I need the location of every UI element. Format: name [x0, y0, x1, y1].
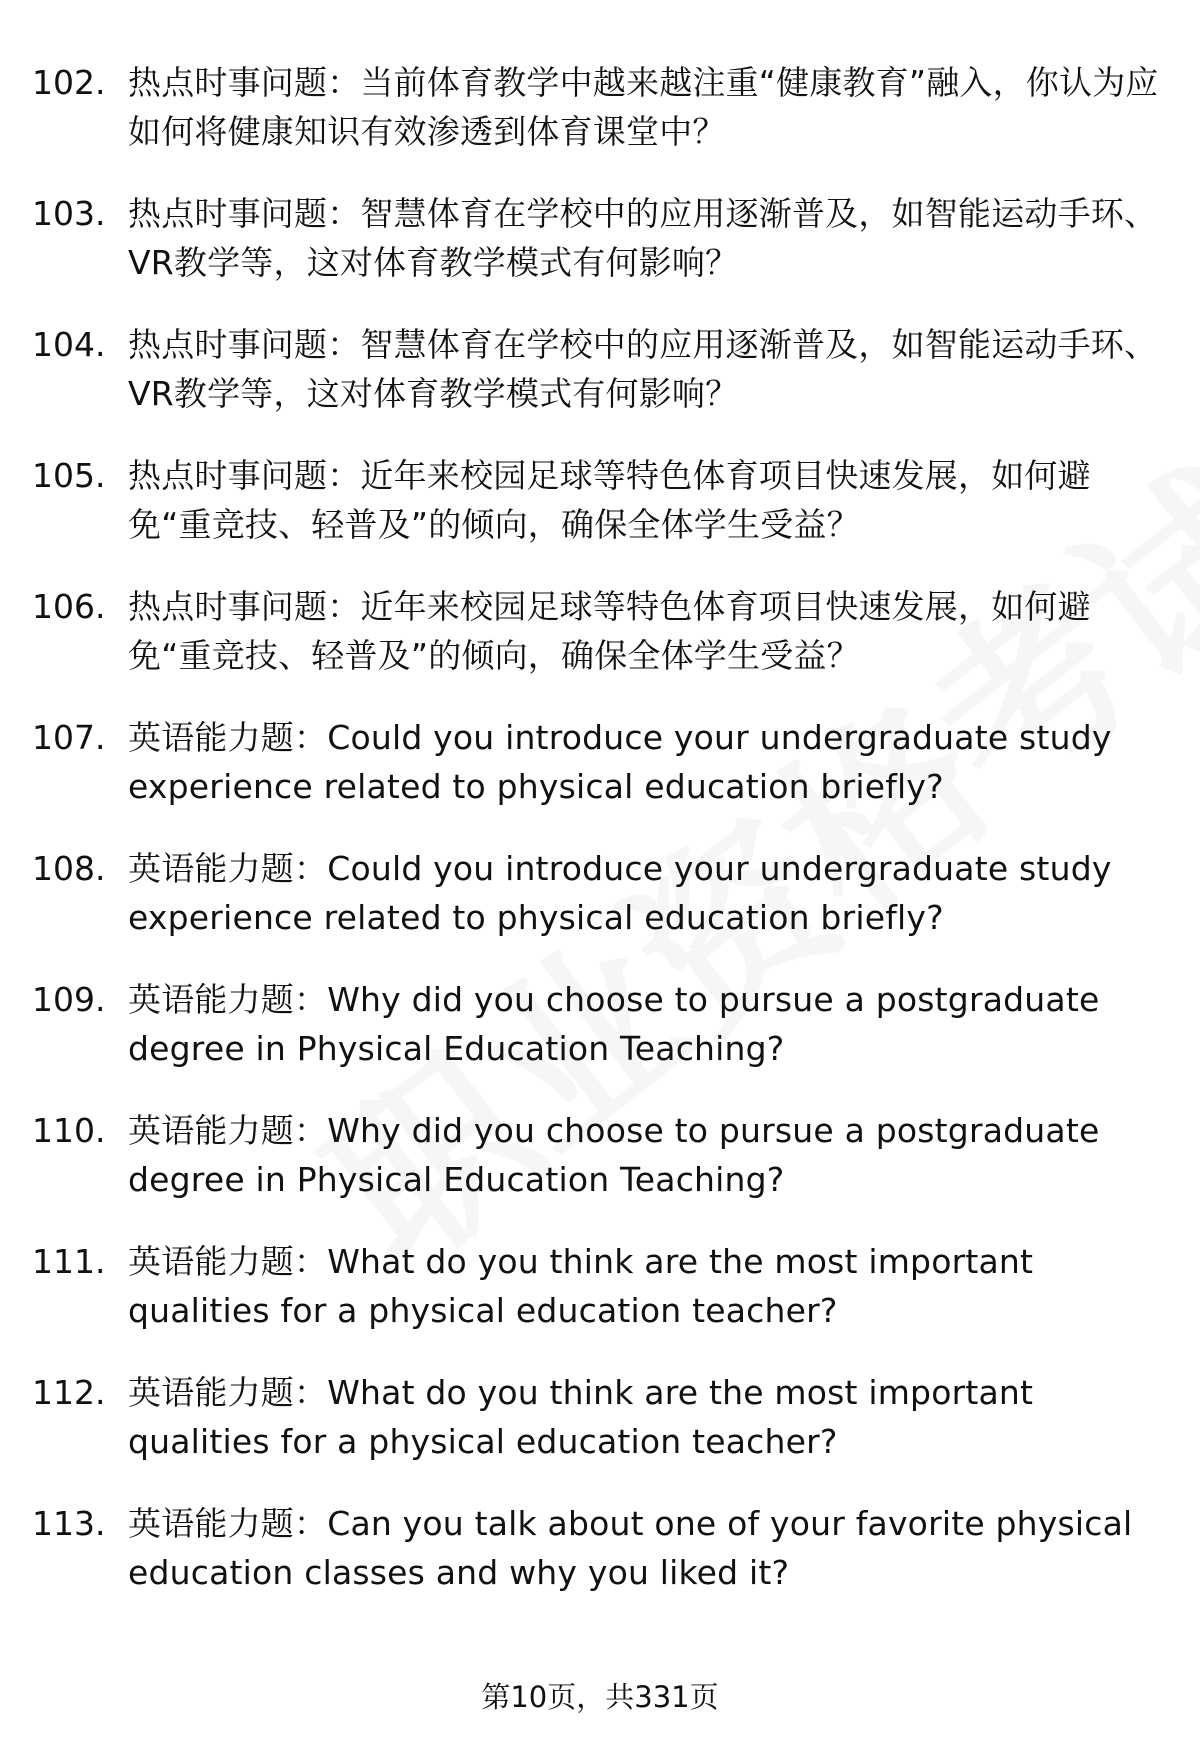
page-footer: 第10页，共331页: [481, 1680, 719, 1714]
question-item: [32, 975, 1162, 1073]
question-item: [32, 1106, 1162, 1204]
question-text: 英语能力题：What do you think are the most important qualities for a physical education teacher?: [128, 1242, 1034, 1330]
question-item: [32, 1499, 1162, 1597]
question-text: 英语能力题：Could you introduce your undergraduate study experience related to physical education briefly?: [128, 718, 1112, 806]
question-text: 英语能力题：Could you introduce your undergraduate study experience related to physical education briefly?: [128, 849, 1112, 937]
question-item: [32, 451, 1162, 549]
question-number: 111.: [32, 1242, 106, 1281]
question-number: 105.: [32, 456, 106, 495]
question-text: 热点时事问题：近年来校园足球等特色体育项目快速发展，如何避免“重竞技、轻普及”的倾向，确保全体学生受益？: [128, 456, 1091, 544]
question-number: 104.: [32, 325, 106, 364]
question-item: [32, 320, 1162, 418]
question-number: 113.: [32, 1504, 106, 1543]
question-number: 108.: [32, 849, 106, 888]
question-text: 英语能力题：Can you talk about one of your favorite physical education classes and why you liked it?: [128, 1504, 1133, 1592]
question-number: 103.: [32, 194, 106, 233]
question-number: 110.: [32, 1111, 106, 1150]
question-text: 英语能力题：What do you think are the most important qualities for a physical education teacher?: [128, 1373, 1034, 1461]
question-item: [32, 189, 1162, 287]
question-number: 106.: [32, 587, 106, 626]
question-list: [32, 58, 1162, 1630]
question-number: 112.: [32, 1373, 106, 1412]
question-text: 热点时事问题：当前体育教学中越来越注重“健康教育”融入，你认为应如何将健康知识有效渗透到体育课堂中？: [128, 63, 1159, 151]
question-item: [32, 582, 1162, 680]
question-item: [32, 58, 1162, 156]
question-text: 热点时事问题：近年来校园足球等特色体育项目快速发展，如何避免“重竞技、轻普及”的倾向，确保全体学生受益？: [128, 587, 1091, 675]
question-text: 英语能力题：Why did you choose to pursue a postgraduate degree in Physical Education Teaching?: [128, 1111, 1100, 1199]
question-number: 109.: [32, 980, 106, 1019]
question-text: 热点时事问题：智慧体育在学校中的应用逐渐普及，如智能运动手环、VR教学等，这对体育教学模式有何影响？: [128, 325, 1158, 413]
question-number: 102.: [32, 63, 106, 102]
question-item: [32, 844, 1162, 942]
question-text: 热点时事问题：智慧体育在学校中的应用逐渐普及，如智能运动手环、VR教学等，这对体育教学模式有何影响？: [128, 194, 1158, 282]
question-item: [32, 1368, 1162, 1466]
question-item: [32, 713, 1162, 811]
question-item: [32, 1237, 1162, 1335]
question-text: 英语能力题：Why did you choose to pursue a postgraduate degree in Physical Education Teaching?: [128, 980, 1100, 1068]
question-number: 107.: [32, 718, 106, 757]
